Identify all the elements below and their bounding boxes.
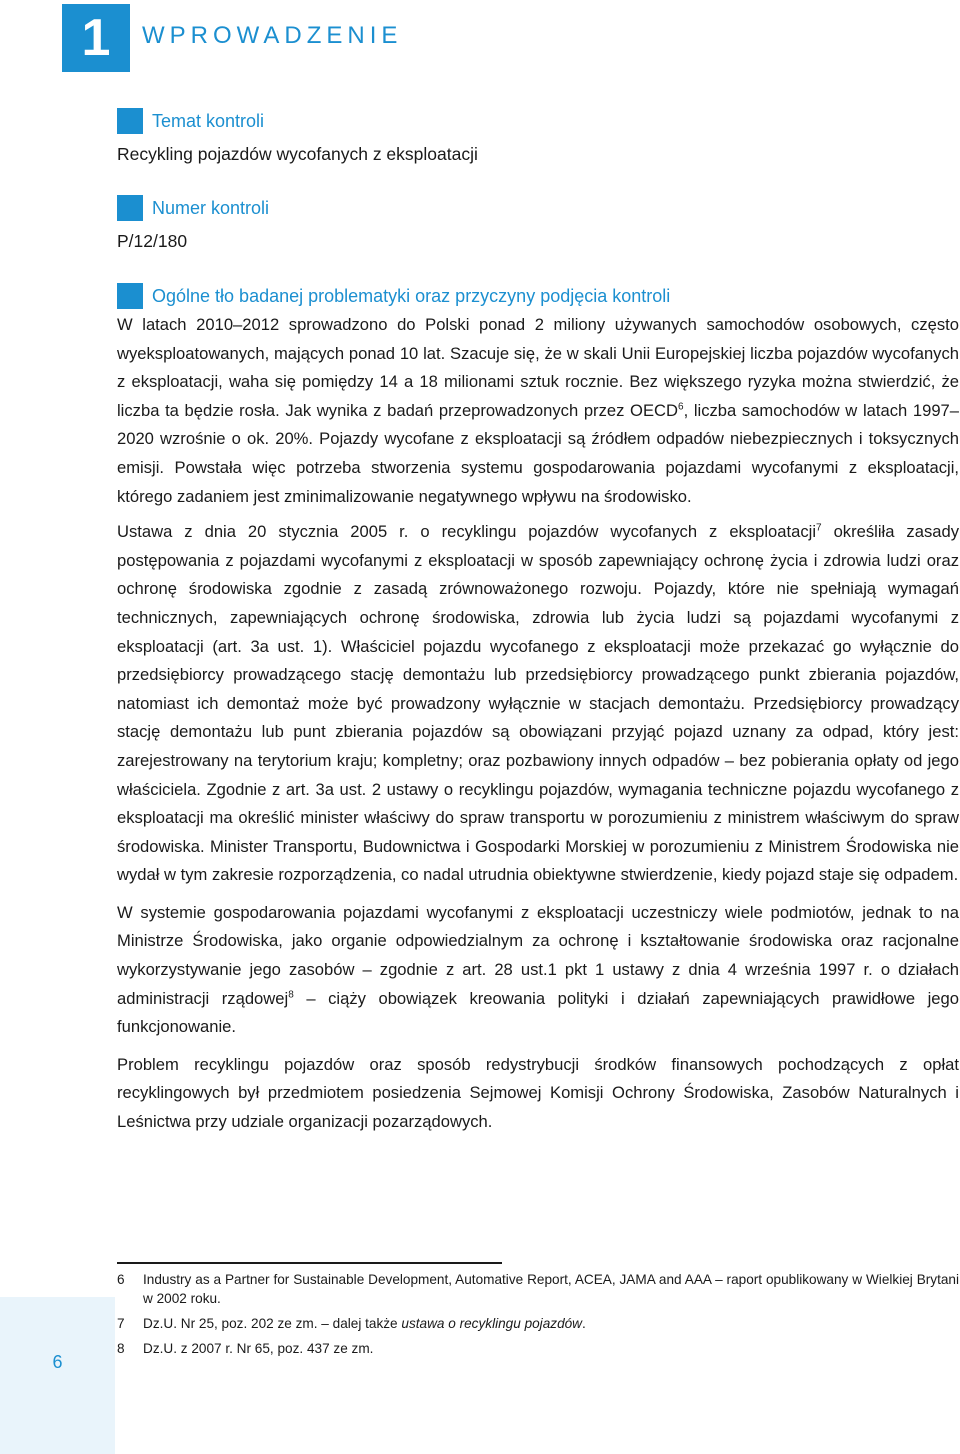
footnote — [117, 1314, 959, 1333]
section-heading-label: Temat kontroli — [152, 110, 265, 131]
footnote-text: Dz.U. z 2007 r. Nr 65, poz. 437 ze zm. — [143, 1341, 374, 1356]
footnote-ref[interactable]: 7 — [816, 522, 822, 534]
chapter-title: WPROWADZENIE — [142, 22, 403, 49]
footnote-text: Dz.U. Nr 25, poz. 202 ze zm. – dalej także ustawa o recyklingu pojazdów. — [143, 1316, 586, 1331]
footnote-ref[interactable]: 8 — [288, 989, 294, 1001]
section-heading-background — [117, 283, 670, 309]
section-marker-icon — [117, 195, 143, 221]
footnote — [117, 1270, 959, 1308]
section-heading-label: Ogólne tło badanej problematyki oraz przyczyny podjęcia kontroli — [152, 285, 671, 306]
section-marker-icon — [117, 283, 143, 309]
control-number-value: P/12/180 — [117, 231, 188, 251]
page-number-tab — [0, 1297, 115, 1454]
control-topic-value: Recykling pojazdów wycofanych z eksploatacji — [117, 144, 478, 164]
footnote-number: 7 — [117, 1316, 125, 1331]
footnotes — [117, 1270, 959, 1364]
paragraph: Ustawa z dnia 20 stycznia 2005 r. o recyklingu pojazdów wycofanych z eksploatacji$^7$ określiła zasady postępowania z pojazdami wycofanymi z eksploatacji w sposób zapewniający ochronę życia i zdrowia ludzi oraz ochronę środowiska zgodnie z zasadą zrównoważonego rozwoju. Pojazdy, które nie spełniają wymagań technicznych, zapewniających ochronę środowiska, zdrowia lub życia ludzi są pojazdami wycofanymi z eksploatacji (art. 3a ust. 1). Właściciel pojazdu wycofanego z eksploatacji może przekazać go wyłącznie do przedsiębiorcy prowadzącego stację demontażu lub przedsiębiorcy prowadzącego punkt zbierania pojazdów, natomiast ich demontaż może być prowadzony wyłącznie w stacjach demontażu. Przedsiębiorcy prowadzący stację demontażu lub punt zbierania pojazdów są obowiązani przyjąć pojazd uznany za odpad, który jest: zarejestrowany na terytorium kraju; kompletny; oraz pozbawiony innych odpadów – bez pobierania opłaty od jego właściciela. Zgodnie z art. 3a ust. 2 ustawy o recyklingu pojazdów, wymagania techniczne pojazdu wycofanego z eksploatacji ma określić minister właściwy do spraw transportu w porozumieniu z ministrem właściwym do spraw środowiska. Minister Transportu, Budownictwa i Gospodarki Morskiej w porozumieniu z Ministrem Środowiska nie wydał w tym zakresie rozporządzenia, co nadal utrudnia obiektywne stwierdzenie, kiedy pojazd staje się odpadem. — [117, 522, 959, 885]
footnote-ref[interactable]: 6 — [678, 401, 684, 413]
section-marker-icon — [117, 108, 143, 134]
page-number: 6 — [52, 1352, 63, 1372]
footnote — [117, 1339, 959, 1358]
chapter-number: 1 — [62, 4, 130, 72]
section-heading-number — [117, 195, 269, 221]
section-heading-topic — [117, 108, 264, 134]
paragraph: Problem recyklingu pojazdów oraz sposób redystrybucji środków finansowych pochodzących z opłat recyklingowych był przedmiotem posiedzenia Sejmowej Komisji Ochrony Środowiska, Zasobów Naturalnych i Leśnictwa przy udziale organizacji pozarządowych. — [117, 1054, 959, 1132]
footnote-number: 6 — [117, 1272, 125, 1287]
footnote-text: Industry as a Partner for Sustainable Development, Automative Report, ACEA, JAMA and AAA – raport opublikowany w Wielkiej Brytani w 2002 roku. — [143, 1272, 959, 1306]
paragraph: W latach 2010–2012 sprowadzono do Polski ponad 2 miliony używanych samochodów osobowych, często wyeksploatowanych, mających ponad 10 lat. Szacuje się, że w skali Unii Europejskiej liczba pojazdów wycofanych z eksploatacji, waha się pomiędzy 14 a 18 milionami sztuk rocznie. Bez większego ryzyka można stwierdzić, że liczba ta będzie rosła. Jak wynika z badań przeprowadzonych przez OECD$^6$, liczba samochodów w latach 1997–2020 wzrośnie o ok. 20%. Pojazdy wycofane z eksploatacji są źródłem odpadów niebezpiecznych i toksycznych emisji. Powstała więc potrzeba stworzenia systemu gospodarowania pojazdami wycofanymi z eksploatacji, którego zadaniem jest zminimalizowanie negatywnego wpływu na środowisko. — [117, 315, 960, 506]
paragraph: W systemie gospodarowania pojazdami wycofanymi z eksploatacji uczestniczy wiele podmiotów, jednak to na Ministrze Środowiska, jako organie odpowiedzialnym za ochronę i kształtowanie środowiska oraz racjonalne wykorzystywanie jego zasobów – zgodnie z art. 28 ust.1 pkt 1 ustawy z dnia 4 września 1997 r. o działach administracji rządowej$^8$ – ciąży obowiązek kreowania polityki i działań zapewniających prawidłowe jego funkcjonowanie. — [117, 902, 959, 1037]
footnote-number: 8 — [117, 1341, 125, 1356]
footnote-divider — [117, 1262, 502, 1264]
body-text — [117, 311, 959, 1144]
section-heading-label: Numer kontroli — [152, 197, 270, 218]
